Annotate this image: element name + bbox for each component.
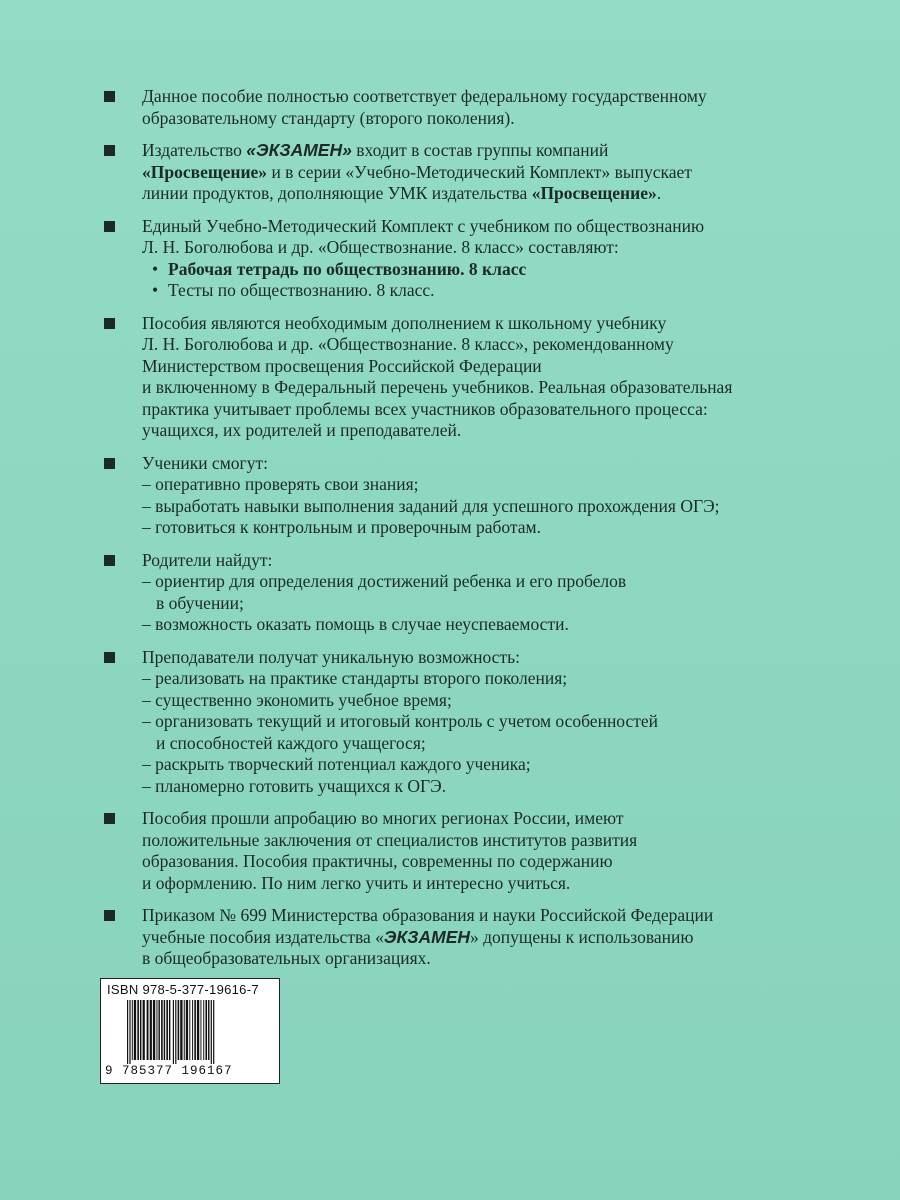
isbn-digits: 9 785377 196167 <box>105 1064 233 1078</box>
square-bullet-icon <box>104 91 115 102</box>
text-line <box>142 140 804 162</box>
barcode-bar <box>140 1000 141 1060</box>
text-line: Единый Учебно-Методический Комплект с учебником по обществознанию <box>142 215 705 236</box>
prosveshchenie-bold: «Просвещение» <box>142 161 268 182</box>
barcode-bar <box>178 1000 180 1060</box>
square-bullet-icon <box>104 910 115 921</box>
barcode-bar <box>156 1000 157 1060</box>
barcode-bar <box>175 1000 176 1064</box>
paragraph-students <box>104 453 804 539</box>
barcode-bar <box>147 1000 149 1060</box>
barcode-bar <box>127 1000 128 1064</box>
barcode-bar <box>169 1000 170 1060</box>
publisher-name-bold: «ЭКЗАМЕН» <box>246 140 352 160</box>
text-fragment: . <box>656 183 662 203</box>
text-fragment: » допущены к использованию <box>470 926 694 947</box>
barcode-bar <box>200 1000 201 1060</box>
text-line: Ученики смогут: <box>142 452 268 473</box>
barcode-bar <box>203 1000 204 1060</box>
list-item <box>142 259 804 281</box>
barcode-bar <box>153 1000 155 1060</box>
list-item <box>142 280 804 302</box>
text-line: Данное пособие полностью соответствует федеральному государственному <box>142 86 707 106</box>
dash-item: – реализовать на практике стандарты второго поколения; <box>142 668 568 688</box>
text-line: практика учитывает проблемы всех участников образовательного процесса: <box>142 398 708 419</box>
text-line: Пособия являются необходимым дополнением к школьному учебнику <box>142 312 667 333</box>
text-line: Пособия прошли апробацию во многих регионах России, имеют <box>142 808 624 828</box>
barcode-bar <box>180 1000 182 1060</box>
paragraph-publisher <box>104 140 804 205</box>
text-fragment: линии продуктов, дополняющие УМК издательства <box>142 183 532 203</box>
text-line: в общеобразовательных организациях. <box>142 948 431 968</box>
barcode-bar <box>132 1000 133 1060</box>
text-fragment: учебные пособия издательства « <box>142 926 384 947</box>
paragraph-umk <box>104 216 804 302</box>
text-line <box>142 927 804 949</box>
paragraph-order <box>104 905 804 970</box>
text-fragment: входит в состав группы компаний <box>351 140 609 160</box>
text-line: Л. Н. Боголюбова и др. «Обществознание. 8 класс» составляют: <box>142 237 619 257</box>
isbn-barcode-block <box>100 978 280 1084</box>
dash-item-continued: и способностей каждого учащегося; <box>156 732 426 753</box>
text-line: Преподаватели получат уникальную возможность: <box>142 646 520 667</box>
barcode-bar <box>164 1000 165 1060</box>
barcode-bar <box>192 1000 193 1060</box>
dash-item: – организовать текущий и итоговый контроль с учетом особенностей <box>142 711 659 731</box>
dash-item: – ориентир для определения достижений ребенка и его пробелов <box>142 571 627 591</box>
barcode-bar <box>211 1000 212 1064</box>
barcode-bar <box>137 1000 139 1060</box>
barcode-bar <box>186 1000 188 1060</box>
barcode-image <box>125 1000 275 1064</box>
text-line: Приказом № 699 Министерства образования и науки Российской Федерации <box>142 905 714 925</box>
publisher-name-bold: ЭКЗАМЕН <box>383 926 471 947</box>
text-line: Родители найдут: <box>142 549 273 570</box>
tests-title: Тесты по обществознанию. 8 класс. <box>168 280 435 300</box>
dash-item: – готовиться к контрольным и проверочным работам. <box>142 517 541 537</box>
square-bullet-icon <box>104 221 115 232</box>
text-fragment: Издательство <box>142 140 247 160</box>
dash-item: – выработать навыки выполнения заданий для успешного прохождения ОГЭ; <box>142 495 720 516</box>
barcode-bar <box>197 1000 199 1060</box>
square-bullet-icon <box>104 813 115 824</box>
text-line <box>142 162 804 184</box>
barcode-bar <box>166 1000 168 1060</box>
text-line: и включенному в Федеральный перечень учебников. Реальная образовательная <box>142 377 733 397</box>
dash-item: – существенно экономить учебное время; <box>142 689 452 710</box>
text-line: учащихся, их родителей и преподавателей. <box>142 420 462 440</box>
barcode-bar <box>129 1000 130 1064</box>
square-bullet-icon <box>104 652 115 663</box>
isbn-label: ISBN 978-5-377-19616-7 <box>107 982 259 997</box>
prosveshchenie-bold: «Просвещение» <box>531 183 657 203</box>
paragraph-supplement <box>104 313 804 442</box>
description-text <box>104 86 804 981</box>
paragraph-teachers <box>104 647 804 798</box>
square-bullet-icon <box>104 318 115 329</box>
paragraph-parents <box>104 550 804 636</box>
barcode-bar <box>205 1000 207 1060</box>
barcode-bar <box>194 1000 196 1060</box>
barcode-bar <box>143 1000 145 1060</box>
barcode-bar <box>189 1000 190 1060</box>
square-bullet-icon <box>104 458 115 469</box>
dash-item: – планомерно готовить учащихся к ОГЭ. <box>142 775 447 796</box>
barcode-bar <box>173 1000 174 1064</box>
text-line: положительные заключения от специалистов институтов развития <box>142 829 638 850</box>
text-line: образовательному стандарту (второго поколения). <box>142 107 515 128</box>
barcode-bar <box>161 1000 163 1060</box>
text-line: образования. Пособия практичны, современны по содержанию <box>142 851 613 871</box>
bullet-dot-icon: • <box>152 258 159 279</box>
square-bullet-icon <box>104 145 115 156</box>
barcode-bar <box>150 1000 152 1060</box>
text-line: Министерством просвещения Российской Федерации <box>142 355 542 376</box>
paragraph-fgos <box>104 86 804 129</box>
bullet-dot-icon: • <box>152 280 159 300</box>
barcode-bar <box>158 1000 159 1060</box>
dash-item-continued: в обучении; <box>156 592 244 613</box>
text-line: и оформлению. По ним легко учить и интересно учиться. <box>142 872 571 893</box>
barcode-bar <box>134 1000 136 1060</box>
dash-item: – возможность оказать помощь в случае неуспеваемости. <box>142 614 569 634</box>
paragraph-approbation <box>104 808 804 894</box>
barcode-bar <box>213 1000 214 1064</box>
barcode-bar <box>208 1000 209 1060</box>
text-fragment: и в серии «Учебно-Методический Комплект» выпускает <box>267 161 692 182</box>
text-line: Л. Н. Боголюбова и др. «Обществознание. 8 класс», рекомендованному <box>142 334 674 354</box>
barcode-bar <box>184 1000 185 1060</box>
text-line <box>142 183 804 205</box>
square-bullet-icon <box>104 555 115 566</box>
workbook-title: Рабочая тетрадь по обществознанию. 8 класс <box>168 258 527 279</box>
dash-item: – раскрыть творческий потенциал каждого ученика; <box>142 754 531 774</box>
dash-item: – оперативно проверять свои знания; <box>142 474 419 494</box>
